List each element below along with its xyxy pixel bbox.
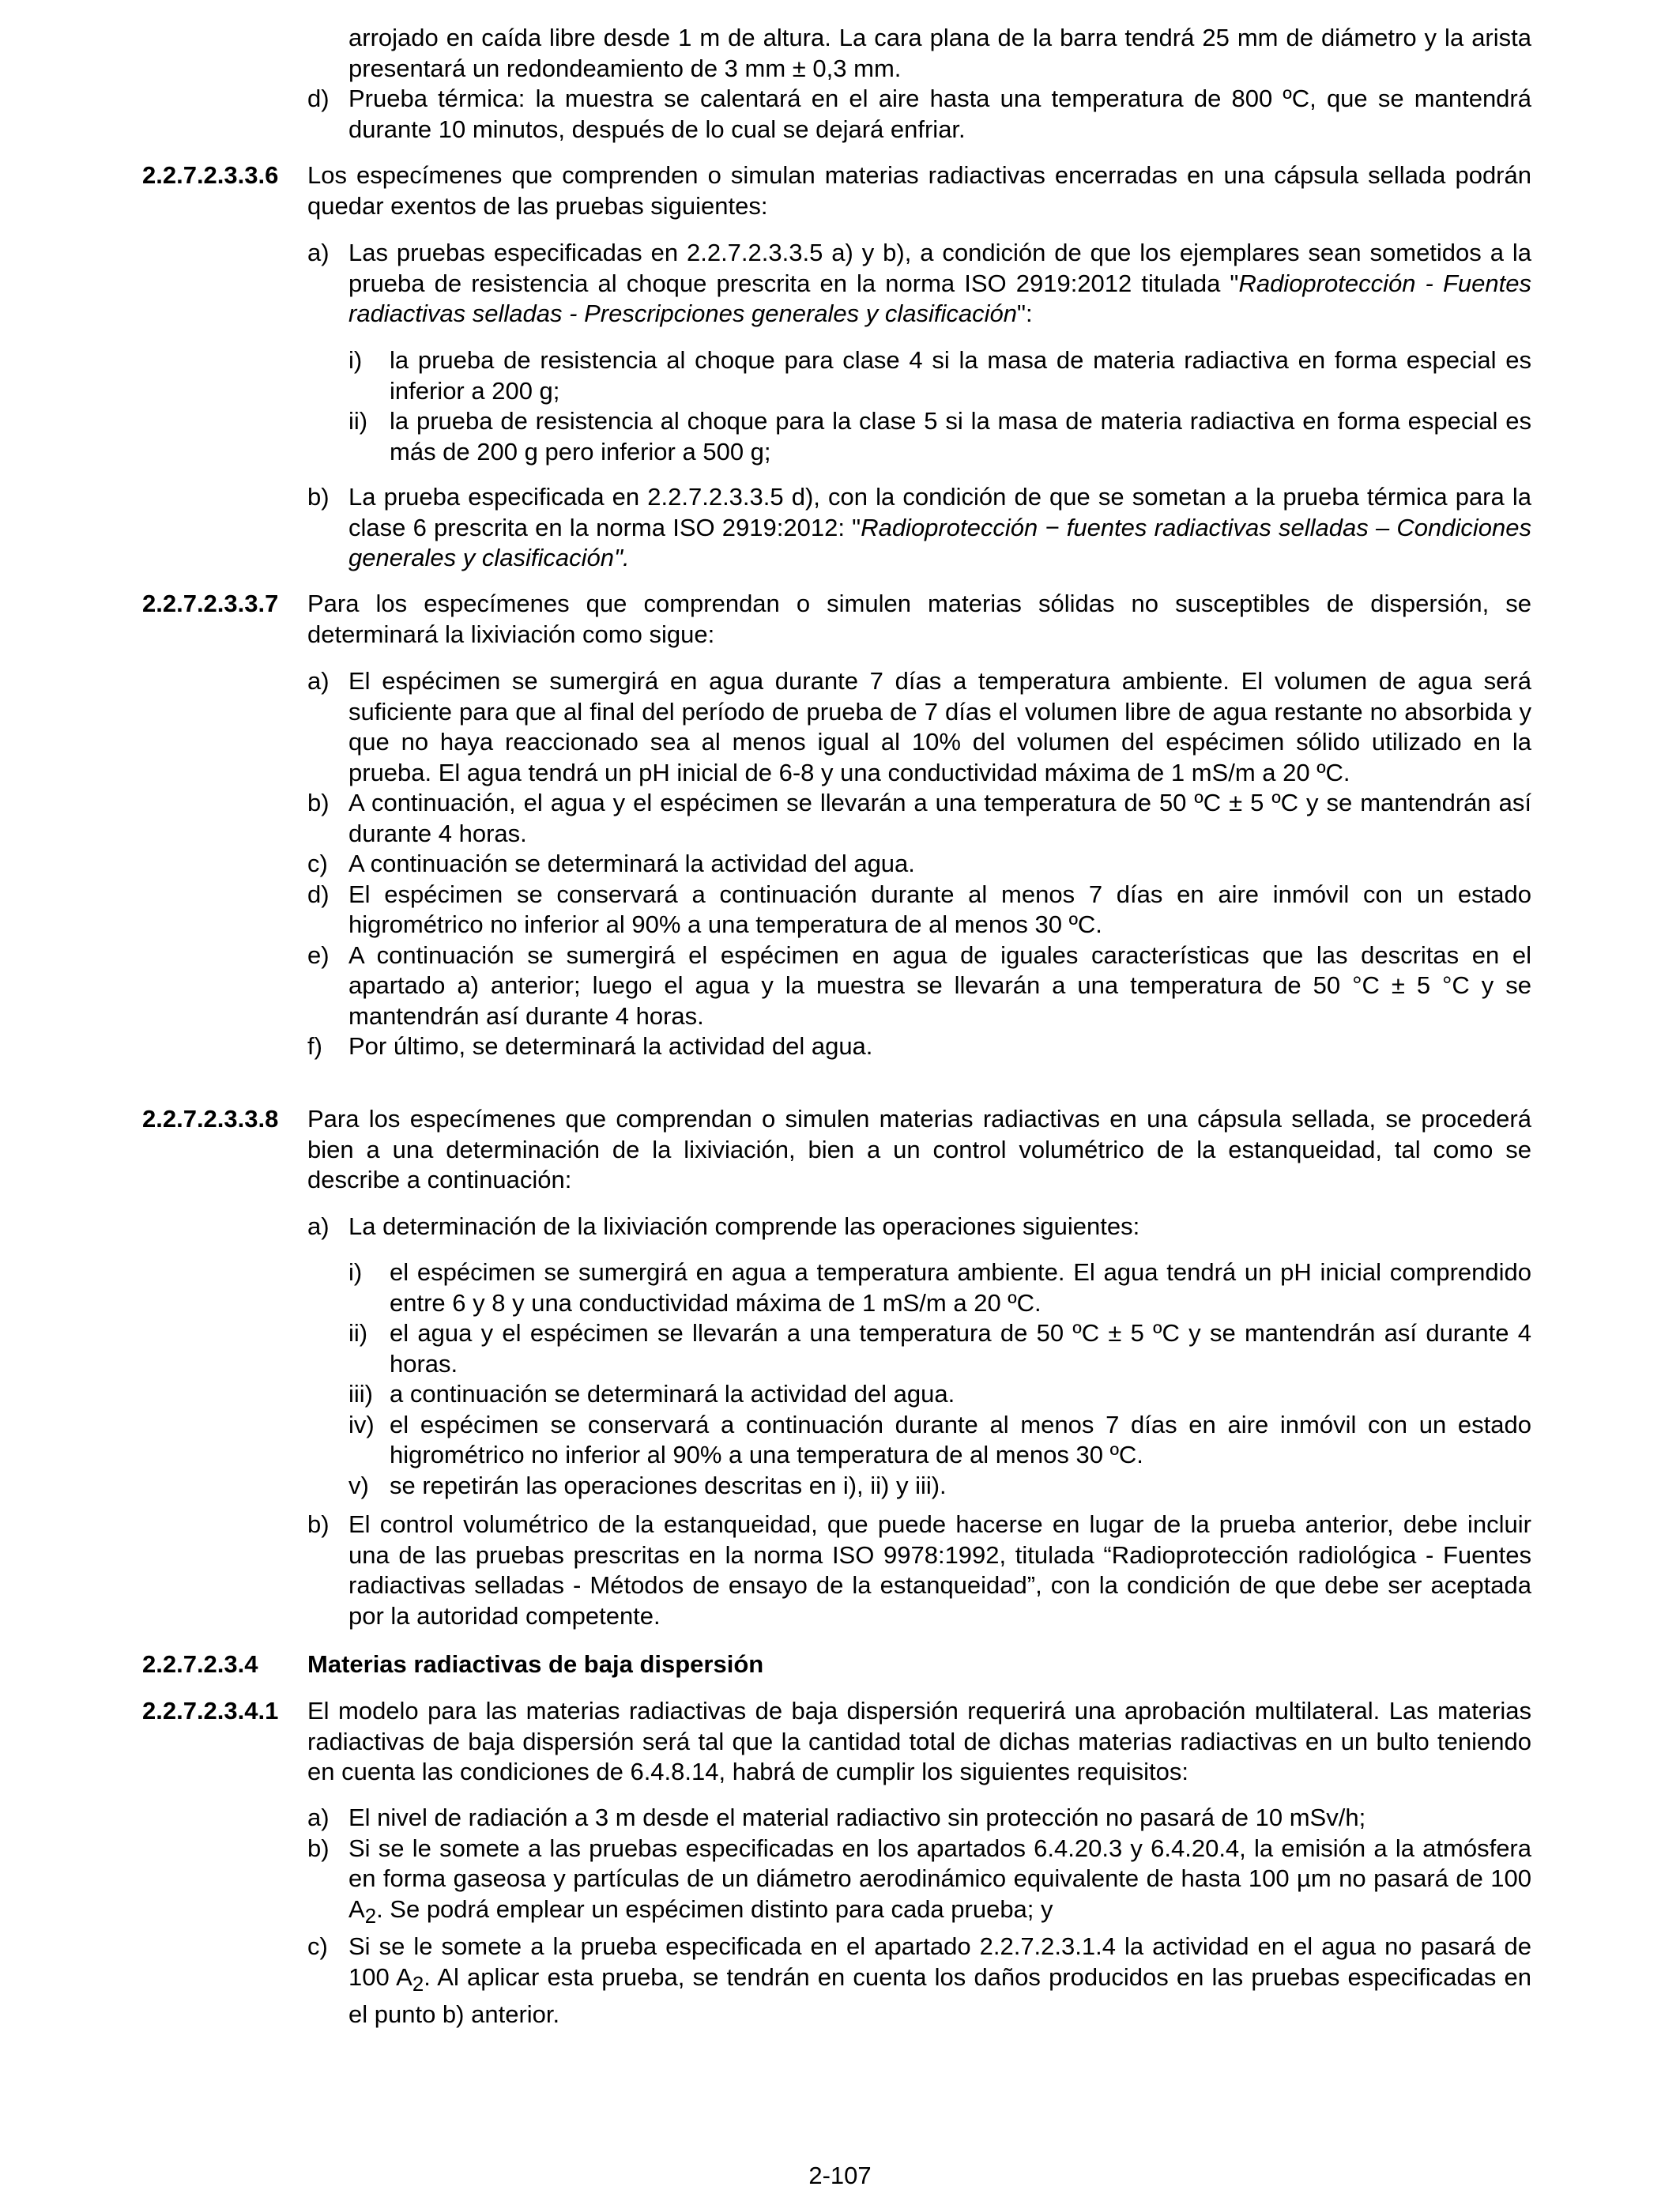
section-2-2-7-2-3-4 <box>0 1649 1680 1680</box>
list-item-text: El espécimen se conservará a continuación durante al menos 7 días en aire inmóvil con un estado higrométrico no inferior al 90% a una temperatura de al menos 30 ºC. <box>348 880 1531 938</box>
list-item <box>0 1471 1680 1502</box>
list-item-label: iv) <box>348 1410 375 1438</box>
list-item-label: c) <box>307 1932 328 1961</box>
list-item <box>0 1510 1680 1631</box>
subscript: 2 <box>364 1905 377 1928</box>
list-item-label: ii) <box>348 1319 368 1347</box>
text-run: . Al aplicar esta prueba, se tendrán en cuenta los daños producidos en las pruebas especificadas en el punto b) anterior. <box>348 1962 1531 2029</box>
list-item-text: el espécimen se sumergirá en agua a temperatura ambiente. El agua tendrá un pH inicial comprendido entre 6 y 8 y una conductividad máxima de 1 mS/m a 20 ºC. <box>390 1258 1531 1317</box>
page-number: 2-107 <box>808 2162 872 2189</box>
list-item <box>0 1410 1680 1471</box>
list-item-label: a) <box>307 239 330 266</box>
list-item-text <box>348 482 1531 574</box>
paragraph-text: El modelo para las materias radiactivas de baja dispersión requerirá una aprobación multilateral. Las materias radiactivas de baja dispersión será tal que la cantidad total de dichas materias radiactivas en un bulto teniendo en cuenta las condiciones de 6.4.8.14, habrá de cumplir los siguientes requisitos: <box>307 1697 1531 1785</box>
list-item <box>0 1318 1680 1379</box>
list-item <box>0 941 1680 1032</box>
list-item <box>0 849 1680 880</box>
sublist <box>0 1257 1680 1501</box>
paragraph <box>0 1696 1680 1788</box>
section-2-2-7-2-3-3-6-list <box>0 238 1680 330</box>
section-2-2-7-2-3-3-7-list <box>0 666 1680 1062</box>
list-item-text: A continuación, el agua y el espécimen se llevarán a una temperatura de 50 ºC ± 5 ºC y se mantendrán así durante 4 horas. <box>348 789 1531 847</box>
section-2-2-7-2-3-3-6-item-b <box>0 482 1680 574</box>
list-item-label: i) <box>348 1258 363 1286</box>
list-item-label: d) <box>307 85 330 112</box>
section-2-2-7-2-3-4-1-list <box>0 1803 1680 2030</box>
text-run: La prueba especificada en 2.2.7.2.3.3.5 d), con la condición de que se sometan a la prueba térmica para la clase 6 prescrita en la norma ISO 2919:2012: " <box>348 483 1531 541</box>
sublist <box>0 345 1680 467</box>
section-2-2-7-2-3-3-8-item-b <box>0 1510 1680 1631</box>
list-item-text <box>348 1932 1531 2030</box>
list-item <box>0 880 1680 941</box>
list-item-text: A continuación se sumergirá el espécimen en agua de iguales características que las descritas en el apartado a) anterior; luego el agua y la muestra se llevarán a una temperatura de 50 °C ± 5 °C y se mantendrán así durante 4 horas. <box>348 941 1531 1030</box>
list-item <box>0 1257 1680 1318</box>
section-2-2-7-2-3-3-6 <box>0 160 1680 221</box>
list-item <box>0 23 1680 84</box>
list-item <box>0 1379 1680 1410</box>
list-item-text: El nivel de radiación a 3 m desde el material radiactivo sin protección no pasará de 10 mSv/h; <box>348 1804 1366 1831</box>
list-item-text: el agua y el espécimen se llevarán a una temperatura de 50 ºC ± 5 ºC y se mantendrán así durante 4 horas. <box>390 1319 1531 1378</box>
list-item-label: a) <box>307 1212 330 1240</box>
list-continuation <box>0 23 1680 145</box>
list-item <box>0 1834 1680 1932</box>
text-run: Si se le somete a la prueba especificada en el apartado 2.2.7.2.3.1.4 la actividad en el agua no pasará de 100 A <box>348 1932 1531 1991</box>
italic-title: Radioprotección − fuentes radiactivas selladas – Condiciones generales y clasificación". <box>348 513 1532 571</box>
list-item <box>0 1031 1680 1062</box>
list-item-label: d) <box>307 880 330 908</box>
section-number: 2.2.7.2.3.4 <box>142 1650 258 1678</box>
paragraph <box>0 589 1680 650</box>
section-2-2-7-2-3-3-7 <box>0 589 1680 650</box>
list-item-text: Prueba térmica: la muestra se calentará en el aire hasta una temperatura de 800 ºC, que se mantendrá durante 10 minutos, después de lo cual se dejará enfriar. <box>348 85 1531 143</box>
list-item-text <box>348 1834 1531 1932</box>
paragraph-text: Los especímenes que comprenden o simulan materias radiactivas encerradas en una cápsula sellada podrán quedar exentos de las pruebas siguientes: <box>307 161 1531 220</box>
list-item-text: a continuación se determinará la actividad del agua. <box>390 1380 955 1408</box>
list-item-text: se repetirán las operaciones descritas en i), ii) y iii). <box>390 1471 947 1499</box>
list-item-text: La determinación de la lixiviación comprende las operaciones siguientes: <box>348 1212 1140 1240</box>
list-item <box>0 482 1680 574</box>
list-item-text: la prueba de resistencia al choque para la clase 5 si la masa de materia radiactiva en forma especial es más de 200 g pero inferior a 500 g; <box>390 407 1531 466</box>
list-item-label: v) <box>348 1471 369 1499</box>
list-item <box>0 406 1680 467</box>
list-item <box>0 1932 1680 2030</box>
section-number: 2.2.7.2.3.4.1 <box>142 1697 279 1725</box>
section-title: Materias radiactivas de baja dispersión <box>307 1650 764 1678</box>
list-item <box>0 1803 1680 1834</box>
list-item-label: b) <box>307 1510 330 1538</box>
text-run: Las pruebas especificadas en 2.2.7.2.3.3.5 a) y b), a condición de que los ejemplares sean sometidos a la prueba de resistencia al choque prescrita en la norma ISO 2919:2012 titulada " <box>348 239 1531 297</box>
list-item <box>0 84 1680 145</box>
section-number: 2.2.7.2.3.3.6 <box>142 161 279 189</box>
text-run: Si se le somete a las pruebas especificadas en los apartados 6.4.20.3 y 6.4.20.4, la emisión a la atmósfera en forma gaseosa y partículas de un diámetro aerodinámico equivalente de hasta 100 µm no pasará de 100 A <box>348 1834 1531 1923</box>
list-item-label: f) <box>307 1032 322 1060</box>
italic-title: Radioprotección - Fuentes radiactivas selladas - Prescripciones generales y clasificación <box>348 269 1531 327</box>
paragraph <box>0 1104 1680 1196</box>
section-number: 2.2.7.2.3.3.8 <box>142 1105 279 1133</box>
section-number: 2.2.7.2.3.3.7 <box>142 590 279 617</box>
list-item-text: El espécimen se sumergirá en agua durante 7 días a temperatura ambiente. El volumen de agua será suficiente para que al final del período de prueba de 7 días el volumen libre de agua restante no absorbida y que no haya reaccionado sea al menos igual al 10% del volumen del espécimen sólido utilizado en la prueba. El agua tendrá un pH inicial de 6-8 y una conductividad máxima de 1 mS/m a 20 ºC. <box>348 667 1531 786</box>
list-item-label: e) <box>307 941 330 969</box>
list-item-text: Por último, se determinará la actividad del agua. <box>348 1032 873 1060</box>
list-item-label: b) <box>307 1834 330 1862</box>
text-run: ": <box>1017 300 1033 327</box>
list-item-text: la prueba de resistencia al choque para clase 4 si la masa de materia radiactiva en forma especial es inferior a 200 g; <box>390 346 1531 405</box>
list-item-text: el espécimen se conservará a continuación durante al menos 7 días en aire inmóvil con un estado higrométrico no inferior al 90% a una temperatura de al menos 30 ºC. <box>390 1410 1531 1468</box>
paragraph-text: Para los especímenes que comprendan o simulen materias sólidas no susceptibles de dispersión, se determinará la lixiviación como sigue: <box>307 590 1531 648</box>
paragraph <box>0 160 1680 221</box>
list-item-label: a) <box>307 1804 330 1831</box>
list-item <box>0 345 1680 406</box>
list-item-label: iii) <box>348 1380 373 1408</box>
section-2-2-7-2-3-3-8 <box>0 1104 1680 1196</box>
list-item-label: c) <box>307 850 328 877</box>
list-item <box>0 1212 1680 1242</box>
section-heading <box>0 1649 1680 1680</box>
section-2-2-7-2-3-3-8-item-a <box>0 1212 1680 1242</box>
list-item-label: a) <box>307 667 330 695</box>
text-run: . Se podrá emplear un espécimen distinto para cada prueba; y <box>376 1894 1053 1923</box>
list-item-label: b) <box>307 789 330 816</box>
list-item-text: El control volumétrico de la estanqueidad, que puede hacerse en lugar de la prueba anterior, debe incluir una de las pruebas prescritas en la norma ISO 9978:1992, titulada “Radioprotección radiológica - Fuentes radiactivas selladas - Métodos de ensayo de la estanqueidad”, con la condición de que debe ser aceptada por la autoridad competente. <box>348 1510 1531 1630</box>
subscript: 2 <box>412 1973 424 1996</box>
list-item-label: b) <box>307 483 330 511</box>
list-item-text: A continuación se determinará la actividad del agua. <box>348 850 915 877</box>
list-item-text: arrojado en caída libre desde 1 m de altura. La cara plana de la barra tendrá 25 mm de diámetro y la arista presentará un redondeamiento de 3 mm ± 0,3 mm. <box>348 24 1531 82</box>
list-item <box>0 238 1680 330</box>
list-item-label: i) <box>348 346 363 374</box>
list-item-label: ii) <box>348 407 368 435</box>
section-2-2-7-2-3-4-1 <box>0 1696 1680 1788</box>
list-item <box>0 666 1680 788</box>
paragraph-text: Para los especímenes que comprendan o simulen materias radiactivas en una cápsula sellada, se procederá bien a una determinación de la lixiviación, bien a un control volumétrico de la estanqueidad, tal como se describe a continuación: <box>307 1105 1531 1193</box>
list-item <box>0 788 1680 849</box>
list-item-text <box>348 238 1531 330</box>
